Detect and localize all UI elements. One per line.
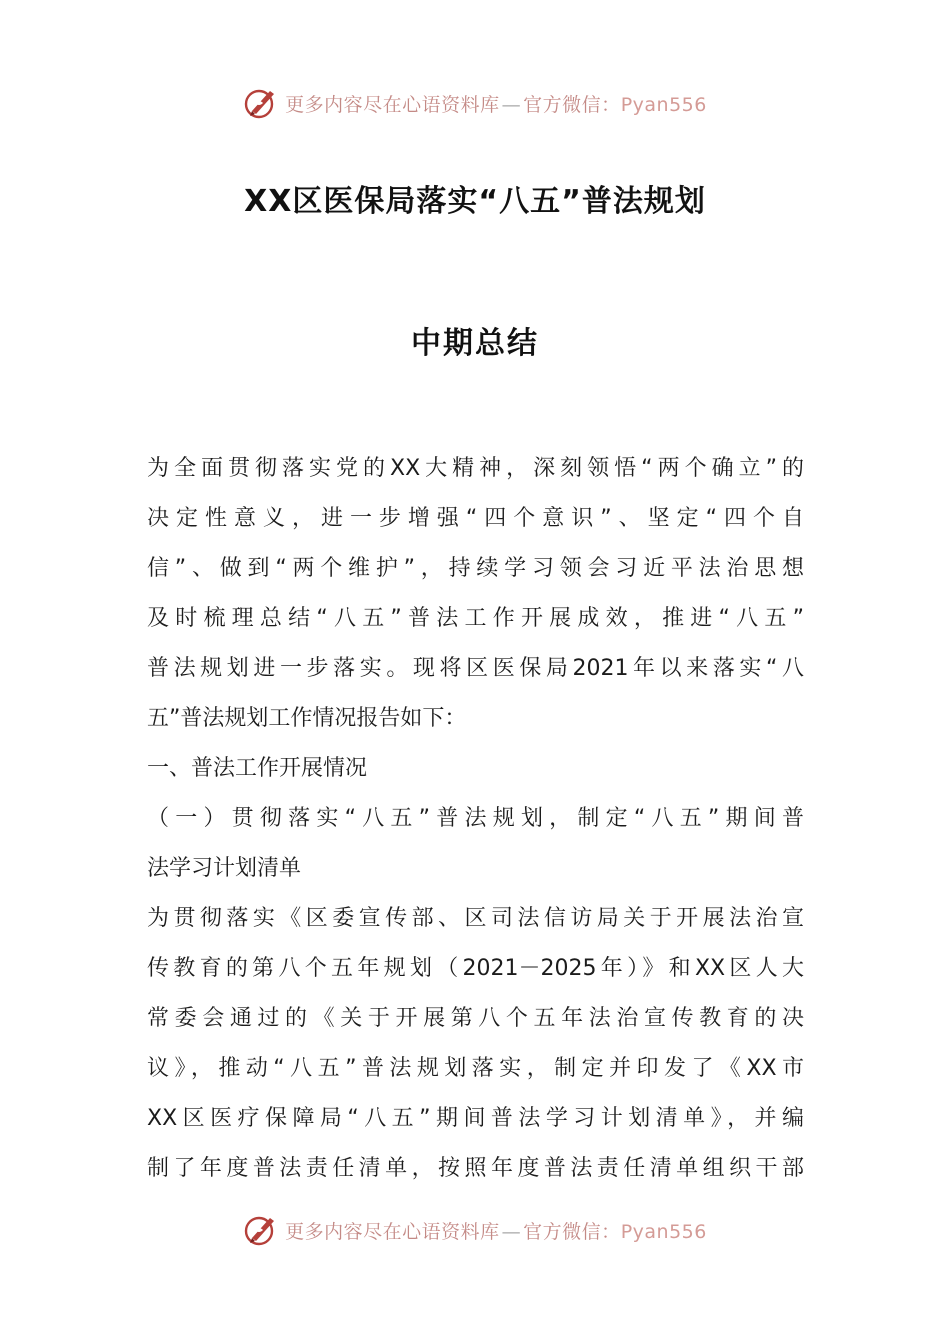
watermark-wechat-id: Pyan556 <box>620 93 707 116</box>
body-line: 普法规划进一步落实。现将区医保局2021年以来落实“八 <box>147 656 804 681</box>
body-line: 传教育的第八个五年规划（2021－2025年）》和XX区人大 <box>147 956 804 981</box>
watermark-wechat-label: 官方微信： <box>523 1220 621 1243</box>
body-line: 为全面贯彻落实党的XX大精神，深刻领悟“两个确立”的 <box>147 456 804 481</box>
watermark-separator: — <box>501 1220 522 1243</box>
body-line: 及时梳理总结“八五”普法工作开展成效，推进“八五” <box>147 606 804 631</box>
watermark-text: 更多内容尽在心语资料库 <box>285 1220 500 1243</box>
body-line: 制了年度普法责任清单，按照年度普法责任清单组织干部 <box>147 1156 804 1181</box>
body-line: 议》，推动“八五”普法规划落实，制定并印发了《XX市 <box>147 1056 804 1081</box>
body-line: XX区医疗保障局“八五”期间普法学习计划清单》，并编 <box>147 1106 804 1131</box>
watermark-banner-top <box>0 81 950 125</box>
watermark-banner-bottom <box>0 1208 950 1252</box>
body-line: 信”、做到“两个维护”，持续学习领会习近平法治思想 <box>147 556 804 581</box>
watermark-wechat-label: 官方微信： <box>523 93 621 116</box>
body-line: 为贯彻落实《区委宣传部、区司法信访局关于开展法治宣 <box>147 906 804 931</box>
body-line: 决定性意义，进一步增强“四个意识”、坚定“四个自 <box>147 506 804 531</box>
watermark-wechat-id: Pyan556 <box>620 1220 707 1243</box>
pen-circle-logo-icon <box>243 1212 279 1248</box>
pen-circle-logo-icon <box>243 85 279 121</box>
section-heading: 一、普法工作开展情况 <box>147 756 368 781</box>
document-body <box>147 444 804 1194</box>
watermark-text: 更多内容尽在心语资料库 <box>285 93 500 116</box>
subsection-heading: （一）贯彻落实“八五”普法规划，制定“八五”期间普 <box>147 806 804 831</box>
body-line: 常委会通过的《关于开展第八个五年法治宣传教育的决 <box>147 1006 804 1031</box>
subsection-heading-cont: 法学习计划清单 <box>147 856 302 881</box>
watermark-separator: — <box>501 93 522 116</box>
document-title: XX区医保局落实“八五”普法规划 <box>244 184 706 219</box>
document-subtitle: 中期总结 <box>411 326 539 361</box>
body-line: 五”普法规划工作情况报告如下： <box>147 706 467 731</box>
